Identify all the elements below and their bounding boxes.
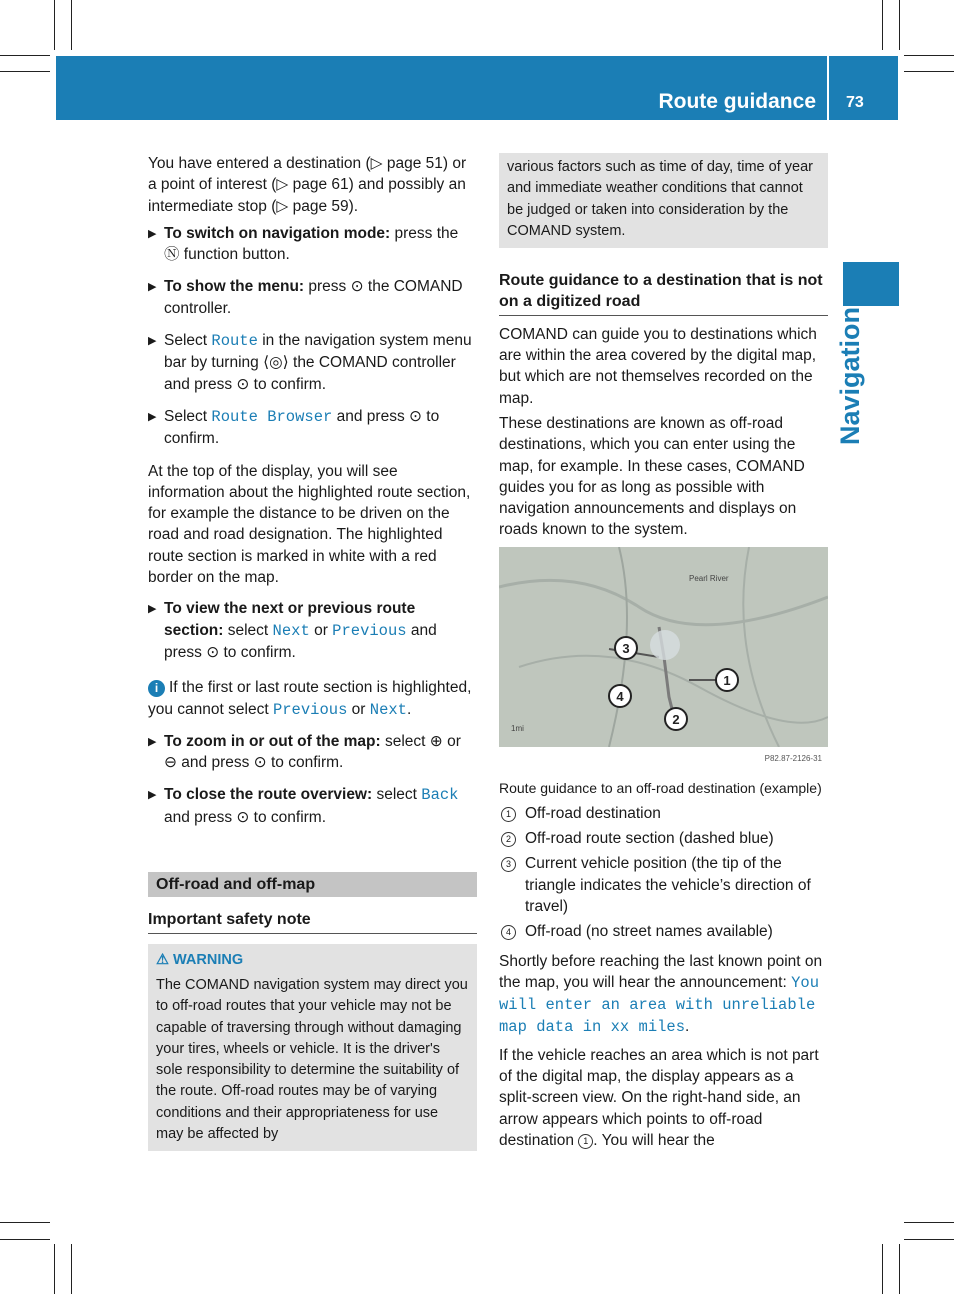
menu-item-back: Back — [421, 786, 459, 805]
step-arrow-icon: ▶ — [148, 735, 157, 748]
svg-text:3: 3 — [622, 640, 630, 656]
crop-mark — [54, 1244, 55, 1294]
chapter-tab — [843, 262, 899, 306]
callout-number: 2 — [501, 832, 516, 847]
step-arrow-icon: ▶ — [148, 227, 157, 240]
instruction-step — [148, 598, 477, 663]
crop-mark — [71, 1244, 72, 1294]
step-text: and press ⊙ to confirm. — [164, 407, 440, 448]
step-text: select — [223, 621, 273, 639]
legend-text: Current vehicle position (the tip of the triangle indicates the vehicle’s direction of travel) — [525, 855, 811, 915]
step-title: To view the next or previous route section: — [164, 600, 416, 639]
step-text: select — [372, 786, 422, 804]
body-text: . — [685, 1018, 690, 1036]
legend-item — [499, 853, 828, 917]
crop-mark — [904, 71, 954, 72]
step-text: or — [309, 621, 333, 639]
crop-mark — [0, 1239, 50, 1240]
step-title: To close the route overview: — [164, 786, 373, 804]
step-text: Select — [164, 407, 212, 425]
header-bar — [56, 56, 898, 120]
step-text: press the Ⓝ function button. — [164, 224, 459, 264]
menu-item-previous: Previous — [332, 621, 407, 640]
legend-text: Off-road destination — [525, 804, 661, 822]
warning-header — [156, 950, 469, 971]
map-town-label: Pearl River — [689, 573, 729, 583]
step-arrow-icon: ▶ — [148, 410, 157, 423]
legend-item — [499, 921, 828, 942]
body-text: . You will hear the — [593, 1131, 715, 1149]
instruction-step — [148, 784, 477, 828]
crop-mark — [904, 1239, 954, 1240]
chapter-label: Navigation — [835, 306, 865, 445]
page-number: 73 — [846, 94, 864, 111]
step-title: To zoom in or out of the map: — [164, 732, 381, 750]
menu-item-previous: Previous — [272, 700, 348, 719]
callout-number: 1 — [501, 807, 516, 822]
menu-item-route-browser: Route Browser — [211, 407, 333, 426]
step-text: press ⊙ the COMAND controller. — [164, 278, 463, 317]
svg-text:4: 4 — [616, 688, 624, 704]
step-text: and press ⊙ to confirm. — [164, 621, 437, 661]
menu-item-next: Next — [369, 700, 407, 719]
menu-item-route: Route — [211, 332, 258, 351]
legend-text: Off-road (no street names available) — [525, 923, 773, 941]
crop-mark — [904, 1222, 954, 1223]
instruction-step — [148, 406, 477, 450]
step-arrow-icon: ▶ — [148, 281, 157, 294]
map-scale-label: 1mi — [511, 723, 524, 733]
crop-mark — [904, 55, 954, 56]
left-column — [148, 153, 477, 1151]
warning-box-continued: various factors such as time of day, time of year and immediate weather conditions that cannot be judged or taken into consideration by the COMAND system. — [499, 153, 828, 248]
step-arrow-icon: ▶ — [148, 603, 157, 616]
info-text: If the first or last route section is highlighted, you cannot select — [148, 679, 472, 718]
instruction-step — [148, 223, 477, 266]
crop-mark — [0, 71, 50, 72]
body-paragraph: COMAND can guide you to destinations which are within the area covered by the digital map, but which are not themselves recorded on the map. — [499, 325, 817, 407]
figure-code: P82.87-2126-31 — [764, 753, 822, 763]
section-title: Route guidance — [658, 90, 816, 113]
body-paragraph: At the top of the display, you will see information about the highlighted route section, for example the distance to be driven on the road and road designation. The highlighted route section is marked in white with a red border on the map. — [148, 462, 471, 587]
callout-number: 3 — [501, 857, 516, 872]
intro-paragraph: You have entered a destination (▷ page 51) or a point of interest (▷ page 61) and possibly an intermediate stop (▷ page 59). — [148, 155, 467, 215]
subsection-heading: Route guidance to a destination that is not on a digitized road — [499, 270, 828, 316]
step-text: and press ⊙ to confirm. — [164, 808, 327, 826]
map-figure — [499, 547, 828, 767]
crop-mark — [899, 0, 900, 50]
crop-mark — [882, 0, 883, 50]
map-illustration — [499, 547, 828, 767]
body-paragraph — [499, 951, 828, 1039]
legend-text: Off-road route section (dashed blue) — [525, 830, 774, 848]
crop-mark — [0, 55, 50, 56]
body-text: Shortly before reaching the last known point on the map, you will hear the announcement: — [499, 952, 823, 991]
right-column — [499, 153, 828, 1157]
subsection-heading: Important safety note — [148, 909, 477, 933]
legend-item — [499, 803, 828, 824]
step-arrow-icon: ▶ — [148, 335, 157, 348]
crop-mark — [54, 0, 55, 50]
step-text: Select — [164, 332, 212, 350]
section-heading: Off-road and off-map — [148, 872, 477, 897]
warning-triangle-icon: ⚠ — [156, 951, 169, 968]
callout-number: 1 — [578, 1134, 593, 1149]
crop-mark — [71, 0, 72, 50]
step-text: select ⊕ or ⊖ and press ⊙ to confirm. — [164, 732, 461, 772]
step-title: To switch on navigation mode: — [164, 224, 391, 242]
warning-label: WARNING — [173, 951, 244, 968]
legend-item — [499, 828, 828, 849]
info-text: . — [407, 700, 412, 718]
legend-list — [499, 803, 828, 943]
svg-text:1: 1 — [723, 672, 731, 688]
warning-text: The COMAND navigation system may direct you to off-road routes that your vehicle may not be capable of traversing through without damaging your tires, wheels or vehicle. It is the driver's sole responsibility to determine the suitability of the route. Off-road routes may be of varying conditions and their appropriateness for use may be affected by — [156, 976, 468, 1142]
body-paragraph: These destinations are known as off-road destinations, which you can enter using the map, for example. In these cases, COMAND guides you for as long as possible with navigation announcements and displays on roads known to the system. — [499, 414, 805, 539]
figure-caption: Route guidance to an off-road destination (example) — [499, 779, 822, 796]
info-icon: i — [148, 680, 165, 697]
menu-item-next: Next — [272, 621, 310, 640]
svg-text:2: 2 — [672, 711, 680, 727]
info-text: or — [347, 700, 370, 718]
step-title: To show the menu: — [164, 278, 305, 296]
callout-number: 4 — [501, 925, 516, 940]
body-text: If the vehicle reaches an area which is not part of the digital map, the display appears as a split-screen view. On the right-hand side, an arrow appears which points to off-road destination — [499, 1046, 819, 1149]
crop-mark — [899, 1244, 900, 1294]
crop-mark — [882, 1244, 883, 1294]
instruction-step — [148, 330, 477, 395]
warning-box — [148, 944, 477, 1152]
instruction-step — [148, 731, 477, 774]
voice-announcement: You will enter an area with unreliable map data in xx miles — [499, 973, 819, 1037]
body-paragraph — [499, 1045, 828, 1151]
step-text: in the navigation system menu bar by turning ⟨◎⟩ the COMAND controller and press ⊙ to confirm. — [164, 332, 472, 393]
crop-mark — [0, 1222, 50, 1223]
step-arrow-icon: ▶ — [148, 789, 157, 802]
info-note — [148, 677, 477, 721]
instruction-step — [148, 276, 477, 319]
header-divider — [827, 56, 829, 120]
